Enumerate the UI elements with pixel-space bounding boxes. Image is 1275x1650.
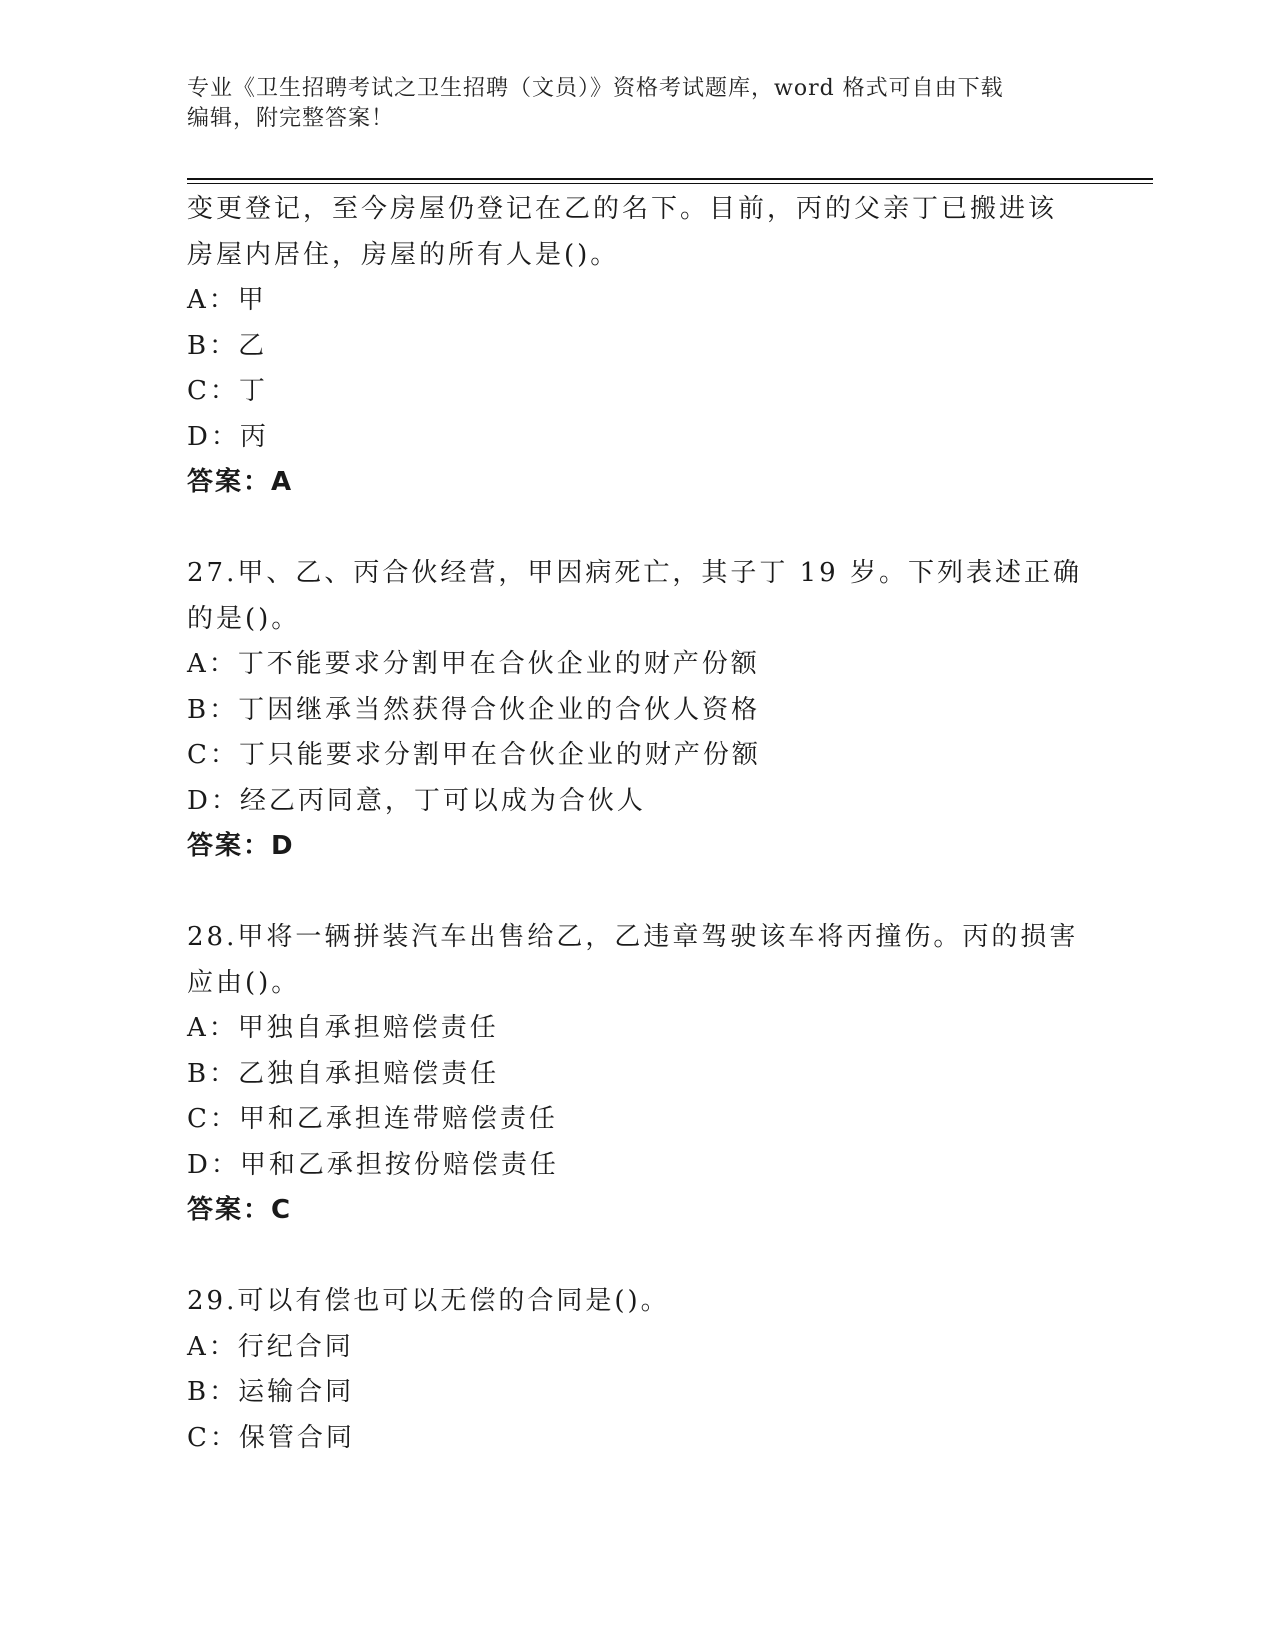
option-a: A：丁不能要求分割甲在合伙企业的财产份额 bbox=[187, 649, 760, 679]
option-b: B：丁因继承当然获得合伙企业的合伙人资格 bbox=[187, 694, 761, 725]
option-b: B：乙独自承担赔偿责任 bbox=[187, 1058, 500, 1089]
question-26 bbox=[187, 187, 1087, 506]
answer-line: 答案：A bbox=[187, 467, 294, 497]
header-line-2: 编辑，附完整答案！ bbox=[187, 106, 395, 131]
option-a: A：甲 bbox=[187, 285, 267, 315]
question-stem-line: 29.可以有偿也可以无偿的合同是()。 bbox=[187, 1286, 670, 1316]
question-stem-line: 27.甲、乙、丙合伙经营，甲因病死亡，其子丁 19 岁。下列表述正确 bbox=[187, 558, 1082, 588]
header-divider-thick bbox=[187, 178, 1153, 180]
question-stem-line: 28.甲将一辆拼装汽车出售给乙，乙违章驾驶该车将丙撞伤。丙的损害 bbox=[187, 922, 1079, 952]
option-c: C：保管合同 bbox=[187, 1422, 355, 1453]
question-spacer bbox=[187, 870, 1087, 916]
question-29 bbox=[187, 1279, 1087, 1461]
question-spacer bbox=[187, 506, 1087, 552]
option-d: D：经乙丙同意，丁可以成为合伙人 bbox=[187, 785, 646, 816]
answer-line: 答案：D bbox=[187, 831, 295, 861]
option-d: D：甲和乙承担按份赔偿责任 bbox=[187, 1149, 559, 1180]
option-d: D：丙 bbox=[187, 421, 269, 452]
question-list bbox=[187, 187, 1087, 1461]
option-b: B：乙 bbox=[187, 330, 268, 361]
option-c: C：丁只能要求分割甲在合伙企业的财产份额 bbox=[187, 740, 761, 770]
question-stem-line: 的是()。 bbox=[187, 603, 301, 634]
question-27 bbox=[187, 551, 1087, 870]
question-stem-line: 变更登记，至今房屋仍登记在乙的名下。目前，丙的父亲丁已搬进该 bbox=[187, 194, 1058, 224]
option-a: A：行纪合同 bbox=[187, 1331, 354, 1362]
option-c: C：丁 bbox=[187, 376, 268, 406]
answer-line: 答案：C bbox=[187, 1195, 293, 1225]
question-spacer bbox=[187, 1234, 1087, 1280]
option-b: B：运输合同 bbox=[187, 1377, 355, 1407]
question-28 bbox=[187, 915, 1087, 1234]
question-stem-line: 房屋内居住，房屋的所有人是()。 bbox=[187, 239, 620, 270]
header-divider-thin bbox=[187, 183, 1153, 184]
option-c: C：甲和乙承担连带赔偿责任 bbox=[187, 1104, 558, 1134]
header-line-1: 专业《卫生招聘考试之卫生招聘（文员）》资格考试题库，word 格式可自由下载 bbox=[187, 76, 1004, 101]
question-stem-line: 应由()。 bbox=[187, 967, 301, 998]
document-header bbox=[187, 74, 1067, 134]
option-a: A：甲独自承担赔偿责任 bbox=[187, 1013, 499, 1043]
